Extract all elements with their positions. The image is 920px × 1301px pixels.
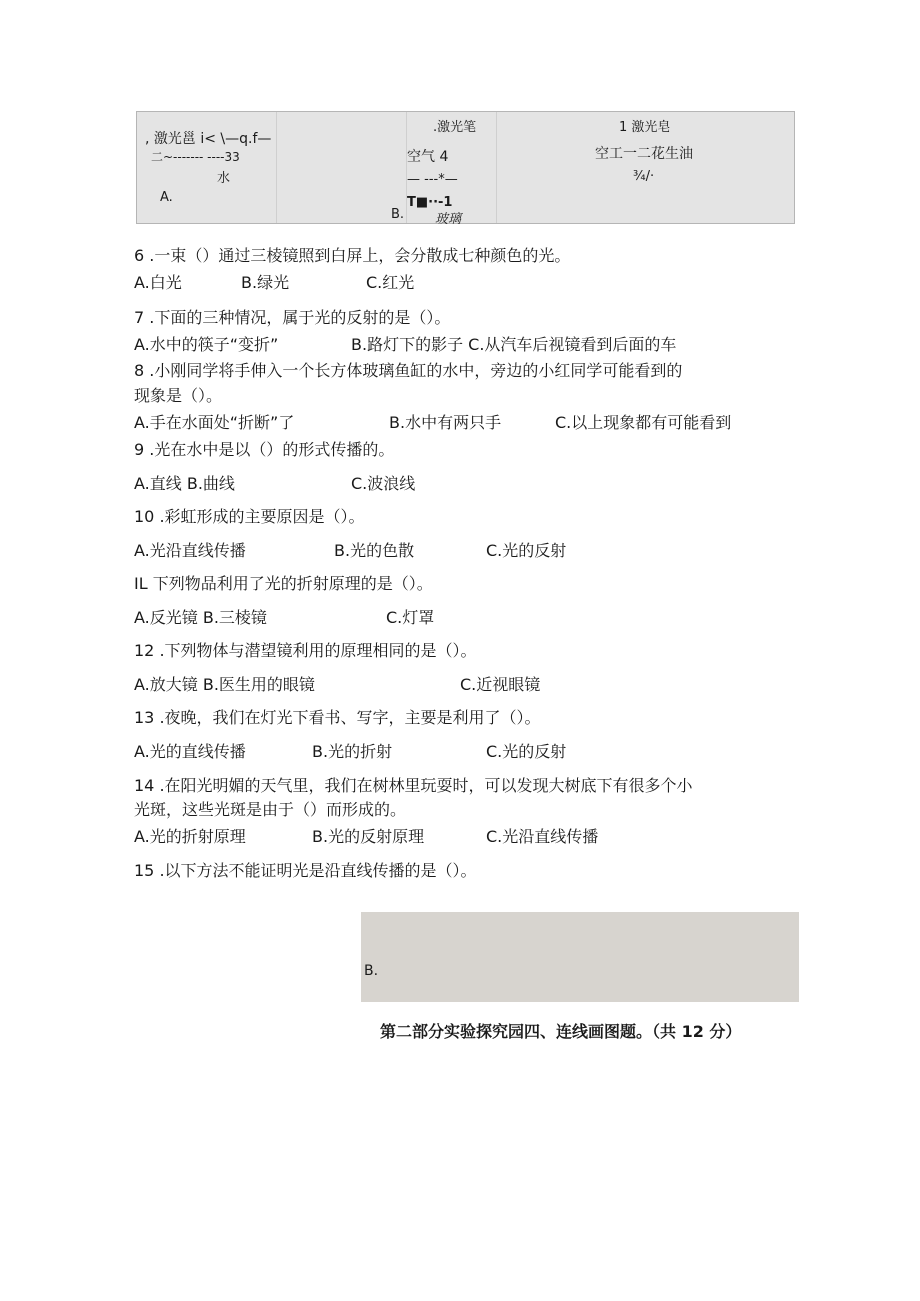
option-b: B.光的色散 <box>334 541 415 560</box>
question-9-options <box>134 476 834 494</box>
option-c: C.光的反射 <box>486 742 567 761</box>
question-13-options <box>134 744 834 762</box>
panel-b-beam-mark: T■··-1 <box>407 195 453 210</box>
option-a: A.光的折射原理 <box>134 827 246 846</box>
option-c: C.光沿直线传播 <box>486 827 599 846</box>
section-heading: 第二部分实验探究园四、连线画图题。（共 12 分） <box>380 1022 742 1041</box>
panel-c-laser-label: 1 激光皂 <box>619 120 671 135</box>
question-14-stem: 14 .在阳光明媚的天气里，我们在树林里玩耍时，可以发现大树底下有很多个小 <box>134 776 693 795</box>
question-7-options <box>134 337 834 355</box>
figure-option-image <box>361 912 799 1002</box>
question-13-stem: 13 .夜晚，我们在灯光下看书、写字，主要是利用了（）。 <box>134 708 541 727</box>
question-6-options <box>134 275 834 293</box>
option-c: C.以上现象都有可能看到 <box>555 413 732 432</box>
panel-a-option-label: A. <box>160 190 173 205</box>
option-a-and-b: A.直线 B.曲线 <box>134 474 235 493</box>
question-8-options <box>134 415 834 433</box>
question-10-options <box>134 543 834 561</box>
option-b: B.绿光 <box>241 273 290 292</box>
option-b-and-c: B.路灯下的影子 C.从汽车后视镜看到后面的车 <box>351 335 677 354</box>
panel-a-water-label: 水 <box>217 171 231 186</box>
question-12-stem: 12 .下列物体与潜望镜利用的原理相同的是（）。 <box>134 641 477 660</box>
question-6-stem: 6 .一束（）通过三棱镜照到白屏上，会分散成七种颜色的光。 <box>134 246 571 265</box>
option-a: A.白光 <box>134 273 182 292</box>
panel-b-option-label: B. <box>391 207 405 222</box>
option-a-and-b: A.放大镜 B.医生用的眼镜 <box>134 675 315 694</box>
option-c: C.红光 <box>366 273 415 292</box>
question-12-options <box>134 677 834 695</box>
figure-divider <box>276 112 277 223</box>
question-8-stem-continued: 现象是（）。 <box>134 386 223 405</box>
option-b: B.光的反射原理 <box>312 827 425 846</box>
question-14-stem-continued: 光斑，这些光斑是由于（）而形成的。 <box>134 800 407 819</box>
option-c: C.波浪线 <box>351 474 416 493</box>
question-9-stem: 9 .光在水中是以（）的形式传播的。 <box>134 440 395 459</box>
figure-divider <box>496 112 497 223</box>
figure-laser-refraction <box>136 111 795 227</box>
panel-c-beam-mark: ¾/· <box>633 169 655 184</box>
option-b: B.水中有两只手 <box>389 413 502 432</box>
question-14-options <box>134 829 834 847</box>
panel-c-media-label: 空工一二花生油 <box>595 146 693 162</box>
panel-b-air-label: 空气 4 <box>407 149 449 165</box>
question-11-stem: IL 下列物品利用了光的折射原理的是（）。 <box>134 574 433 593</box>
panel-a-laser-label: , 激光邕 i< \—q.f— <box>145 131 272 147</box>
option-b: B.光的折射 <box>312 742 393 761</box>
panel-b-laser-label: .激光笔 <box>433 120 477 135</box>
panel-b-glass-label: 玻璃 <box>435 212 462 227</box>
figure-option-label: B. <box>364 963 379 979</box>
option-a: A.光沿直线传播 <box>134 541 246 560</box>
option-a: A.水中的筷子“变折” <box>134 335 279 354</box>
question-7-stem: 7 .下面的三种情况，属于光的反射的是（）。 <box>134 308 451 327</box>
question-11-options <box>134 610 834 628</box>
question-8-stem: 8 .小刚同学将手伸入一个长方体玻璃鱼缸的水中，旁边的小红同学可能看到的 <box>134 361 683 380</box>
option-c: C.近视眼镜 <box>460 675 541 694</box>
question-10-stem: 10 .彩虹形成的主要原因是（）。 <box>134 507 365 526</box>
question-15-stem: 15 .以下方法不能证明光是沿直线传播的是（）。 <box>134 861 477 880</box>
option-a-and-b: A.反光镜 B.三棱镜 <box>134 608 267 627</box>
option-c: C.光的反射 <box>486 541 567 560</box>
panel-a-surface-line: 二~------- ----33 <box>151 150 240 164</box>
option-a: A.光的直线传播 <box>134 742 246 761</box>
option-a: A.手在水面处“折断”了 <box>134 413 295 432</box>
option-c: C.灯罩 <box>386 608 435 627</box>
panel-b-surface-line: — ---*— <box>407 172 458 187</box>
